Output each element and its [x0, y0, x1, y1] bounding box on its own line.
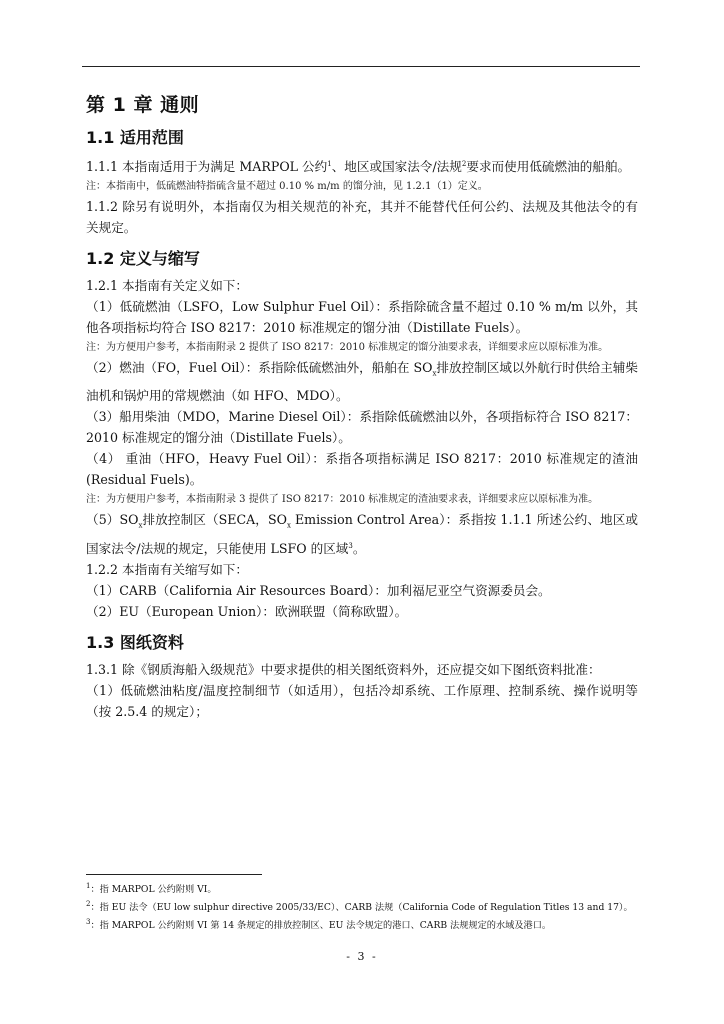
footnote-ref-1: 1: [327, 160, 332, 168]
footnotes: [86, 874, 638, 933]
definition-fo: （2）燃油（FO，Fuel Oil）：系指除低硫燃油外，船舶在 $SO_x$排放控制区域以外航行时供给主辅柴油机和锅炉用的常规燃油（如 HFO、MDO）。: [86, 360, 638, 403]
abbreviation-carb: （1）CARB（California Air Resources Board）：加利福尼亚空气资源委员会。: [86, 583, 551, 599]
note-1: 注：本指南中，低硫燃油特指硫含量不超过 0.10 % m/m 的馏分油，见 1.2.1（1）定义。: [86, 181, 488, 193]
section-1-2-heading: 1.2 定义与缩写: [86, 249, 200, 269]
definition-hfo: （4） 重油（HFO，Heavy Fuel Oil）：系指各项指标满足 ISO 8217：2010 标准规定的渣油(Residual Fuels)。: [86, 450, 638, 487]
footnote-1: $^1$：指 MARPOL 公约附则 VI。: [86, 882, 217, 896]
clause-1-3-1: 1.3.1 除《钢质海船入级规范》中要求提供的相关图纸资料外，还应提交如下图纸资料批准：: [86, 662, 601, 678]
footnote-3: $^3$：指 MARPOL 公约附则 VI 第 14 条规定的排放控制区、EU 法令规定的港口、CARB 法规规定的水域及港口。: [86, 918, 552, 932]
footnote-rule: [86, 874, 262, 875]
footnote-2: $^2$：指 EU 法令（EU low sulphur directive 2005/33/EC）、CARB 法规（California Code of Regulation Titles 13 and 17）。: [86, 900, 633, 914]
note-2: 注：为方便用户参考，本指南附录 2 提供了 ISO 8217：2010 标准规定的馏分油要求表，详细要求应以原标准为准。: [86, 342, 609, 354]
footnote-ref-2: 2: [461, 160, 467, 168]
clause-1-2-1: 1.2.1 本指南有关定义如下：: [86, 278, 248, 294]
footnote-ref-3: 3: [348, 542, 353, 551]
abbreviation-eu: （2）EU（European Union）：欧洲联盟（简称欧盟）。: [86, 604, 408, 620]
definition-seca: $(5)SO_x$排放控制区（SECA，$SO_x$ Emission Control Area）：系指按 1.1.1 所述公约、地区或国家法令/法规的规定，只能使用 LSFO 的区域$^3$。: [86, 511, 638, 557]
section-1-3-heading: 1.3 图纸资料: [86, 633, 184, 653]
section-1-1-heading: 1.1 适用范围: [86, 128, 184, 147]
definition-lsfo: （1）低硫燃油（LSFO，Low Sulphur Fuel Oil）：系指除硫含量不超过 0.10 % m/m 以外，其他各项指标均符合 ISO 8217：2010 标准规定的馏分油（Distillate Fuels）。: [86, 299, 638, 336]
clause-1-1-1: 1.1.1 本指南适用于为满足 MARPOL 公约$^1$、地区或国家法令/法规$^2$要求而使用低硫燃油的船舶。: [86, 159, 631, 175]
clause-1-1-2: 1.1.2 除另有说明外，本指南仅为相关规范的补充，其并不能替代任何公约、法规及其他法令的有关规定。: [86, 199, 638, 236]
drawing-item-1: （1）低硫燃油粘度/温度控制细节（如适用），包括冷却系统、工作原理、控制系统、操作说明等（按 2.5.4 的规定）；: [86, 683, 638, 720]
header-rule: [82, 66, 640, 67]
page-body: [86, 86, 638, 722]
chapter-title: 第 1 章 通则: [86, 94, 200, 116]
page-number: - 3 -: [346, 950, 378, 963]
clause-1-2-2: 1.2.2 本指南有关缩写如下：: [86, 562, 248, 578]
definition-mdo: （3）船用柴油（MDO，Marine Diesel Oil）：系指除低硫燃油以外，各项指标符合 ISO 8217：2010 标准规定的馏分油（Distillate Fuels）。: [86, 408, 638, 445]
note-3: 注：为方便用户参考，本指南附录 3 提供了 ISO 8217：2010 标准规定的渣油要求表，详细要求应以原标准为准。: [86, 493, 599, 505]
